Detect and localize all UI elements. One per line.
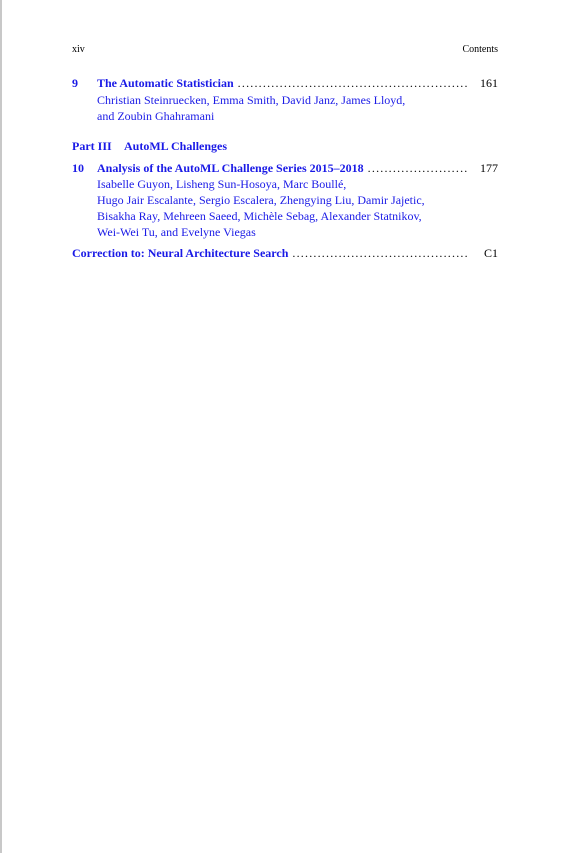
page-edge-rule: [0, 0, 2, 853]
chapter-authors-line[interactable]: Christian Steinruecken, Emma Smith, David Janz, James Lloyd,: [97, 93, 406, 107]
part-label: Part III: [72, 139, 112, 153]
dot-leader: [292, 246, 468, 261]
correction-page-number: C1: [483, 246, 498, 260]
chapter-page-number: 177: [480, 161, 498, 175]
chapter-page-number: 161: [480, 76, 498, 90]
toc-entry-correction[interactable]: [72, 246, 498, 261]
chapter-title-link[interactable]: Analysis of the AutoML Challenge Series 2015–2018: [97, 161, 368, 176]
part-title: AutoML Challenges: [124, 139, 228, 153]
dot-leader: [238, 76, 468, 91]
chapter-title-link[interactable]: The Automatic Statistician: [97, 76, 238, 91]
toc-entry-chapter-10[interactable]: [72, 161, 498, 239]
chapter-authors-line[interactable]: Wei-Wei Tu, and Evelyne Viegas: [97, 225, 256, 239]
chapter-number: 10: [72, 161, 84, 175]
toc-entry-chapter-9[interactable]: [72, 76, 498, 123]
chapter-number: 9: [72, 76, 78, 90]
chapter-authors-line[interactable]: Bisakha Ray, Mehreen Saeed, Michèle Sebag, Alexander Statnikov,: [97, 209, 422, 223]
correction-title-link[interactable]: Correction to: Neural Architecture Search: [72, 246, 292, 261]
dot-leader: [368, 161, 468, 176]
chapter-authors-line[interactable]: and Zoubin Ghahramani: [97, 109, 215, 123]
page-number: xiv: [72, 44, 85, 55]
part-heading[interactable]: [72, 139, 227, 154]
running-head-section: Contents: [462, 44, 498, 55]
chapter-authors-line[interactable]: Isabelle Guyon, Lisheng Sun-Hosoya, Marc Boullé,: [97, 177, 347, 191]
chapter-authors-line[interactable]: Hugo Jair Escalante, Sergio Escalera, Zhengying Liu, Damir Jajetic,: [97, 193, 425, 207]
